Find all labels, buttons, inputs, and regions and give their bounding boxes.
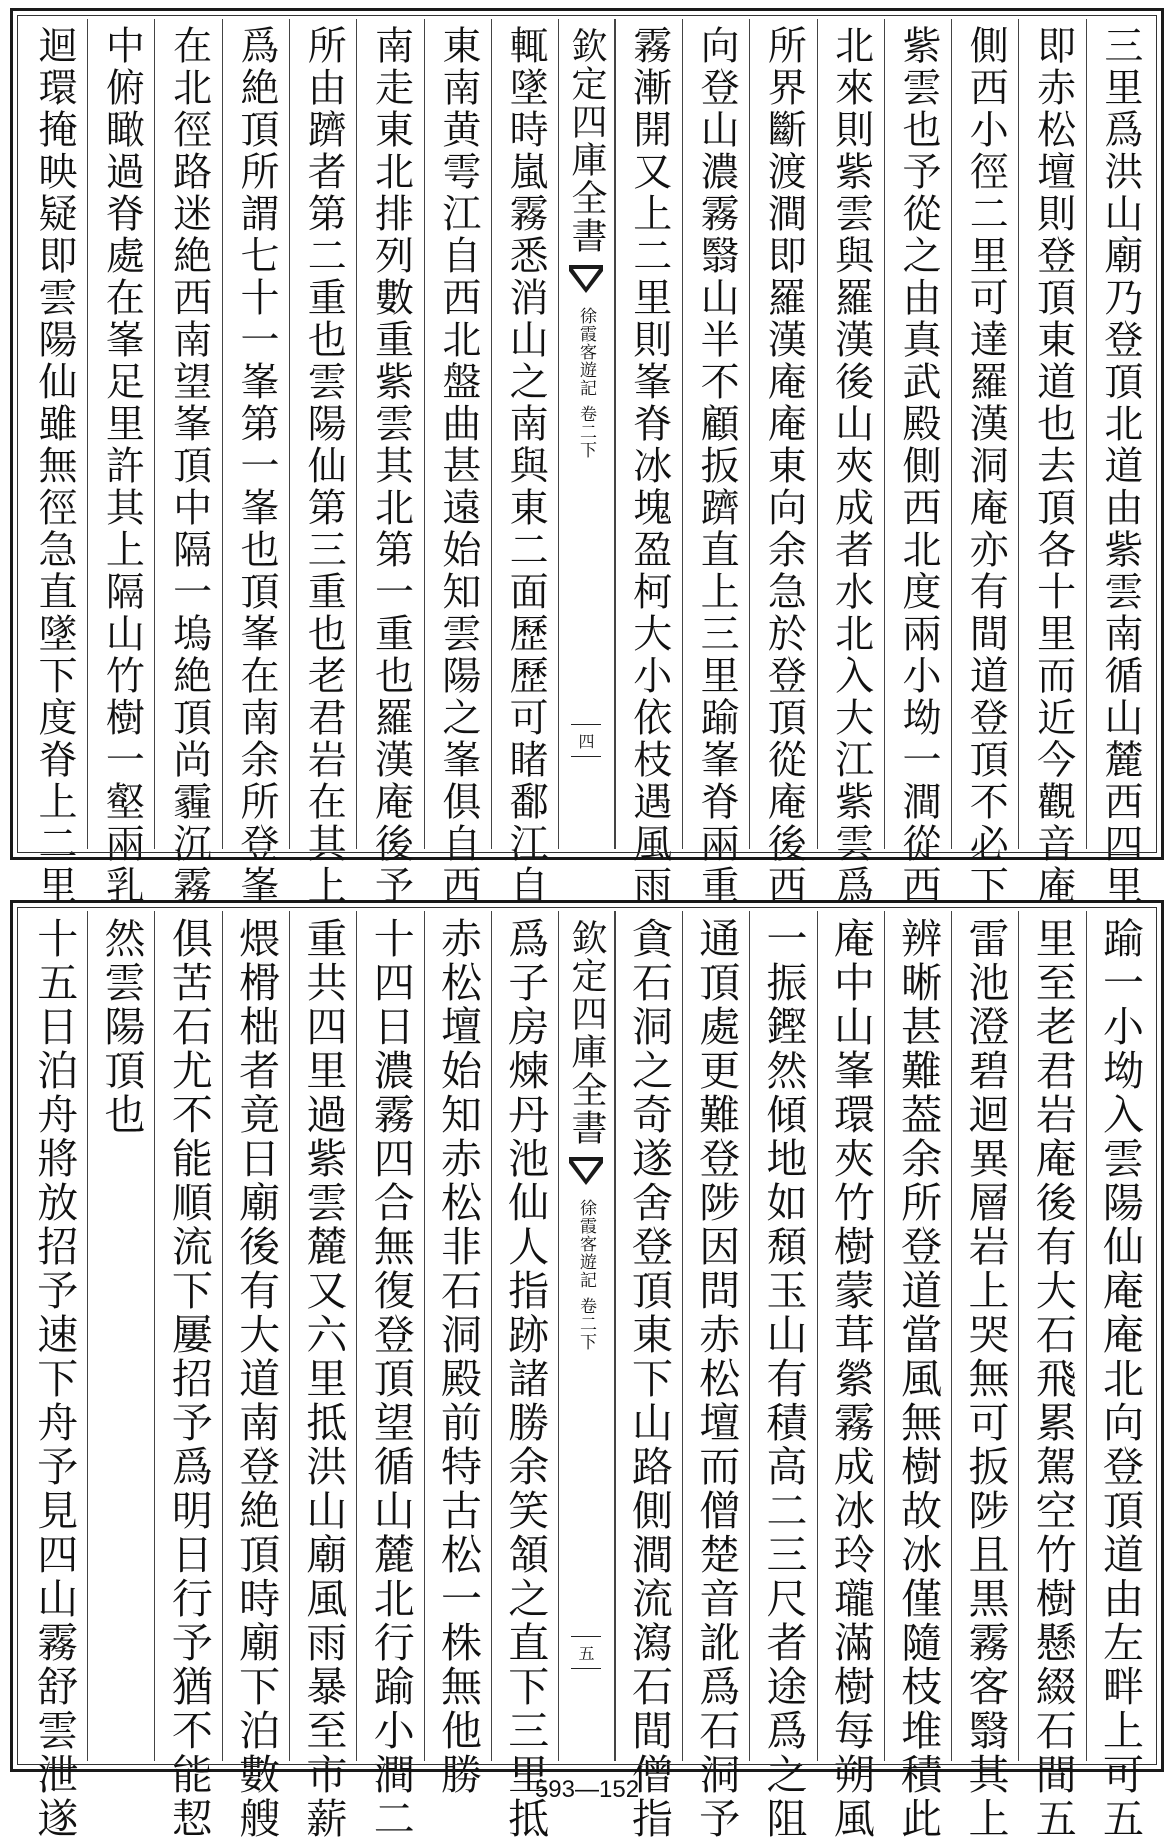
text-column [615,19,682,907]
column-text: 即赤松壇則登頂東道也去頂各十里而近今觀音庵 [1030,25,1076,907]
column-text: 十四日濃霧四合無復登頂望循山麓北行踰小澗二 [366,917,415,1841]
text-column [87,911,154,1761]
column-text: 十五日泊舟將放招予速下舟予見四山霧舒雲泄遂 [30,917,79,1841]
column-text: 爲絶頂所謂七十一峯第一峯也頂峯在南余所登峯 [233,25,279,907]
text-column [87,19,154,907]
column-text: 辨晰甚難葢余所登道當風無樹故冰僅隨枝堆積此 [894,917,943,1841]
text-column [749,911,816,1841]
column-text: 所界斷渡澗即羅漢庵庵東向余急於登頂從庵後西 [761,25,807,907]
text-column [424,19,491,907]
top-page [10,8,1164,907]
text-column [884,911,951,1841]
column-text: 煨榾柮者竟日廟後有大道南登絶頂時廟下泊數艘 [232,917,281,1841]
column-text: 中俯瞰過脊處在峯足里許其上隔山竹樹一壑兩乳 [99,25,145,907]
text-column [951,19,1018,907]
text-column [951,911,1018,1841]
column-text: 霧漸開又上二里則峯脊冰塊盈柯大小依枝遇風雨 [626,25,672,907]
column-text: 重共四里過紫雲麓又六里抵洪山廟風雨暴至市薪 [299,917,348,1841]
book-subtitle: 徐霞客遊記 [575,1199,596,1289]
column-text: 通頂處更難登陟因問赤松壇而僧楚音訛爲石洞予 [692,917,741,1841]
book-subtitle: 徐霞客遊記 [575,307,596,397]
text-column [289,911,356,1841]
text-column [154,911,221,1841]
footer-page-code: 593—152 [534,1776,640,1803]
column-text: 迴環掩映疑即雲陽仙雖無徑急直墜下度脊上二里 [32,25,78,907]
page-number: 五 [559,1636,613,1669]
column-text: 南走東北排列數重紫雲其北第一重也羅漢庵後予 [368,25,414,907]
column-text: 里至老君岩庵後有大石飛累駕空竹樹懸綴石間五 [1028,917,1077,1841]
column-text: 貪石洞之奇遂舍登頂東下山路側澗流瀉石間僧指 [624,917,673,1841]
column-text: 俱苦石尤不能順流下屢招予爲明日行予猶不能恝 [164,917,213,1841]
text-column [289,19,356,907]
text-column [817,911,884,1841]
book-title: 欽定四庫全書 [565,919,607,1147]
text-column [1086,19,1153,907]
text-column [817,19,884,907]
column-text: 在北徑路迷絶西南望峯頂中隔一塢絶頂尚霾沉霧 [166,25,212,907]
text-column [1018,911,1085,1841]
column-text: 庵中山峯環夾竹樹蒙茸縈霧成冰玲瓏滿樹每朔風 [826,917,875,1841]
text-column [1086,911,1153,1841]
text-column [21,19,87,907]
text-column [154,19,221,907]
center-fold [558,911,614,1761]
text-column [491,911,558,1841]
fishtail-mark-icon [567,263,605,299]
fishtail-mark-icon [567,1155,605,1191]
page-number: 四 [559,724,613,757]
text-column [491,19,558,907]
column-text: 向登山濃霧翳山半不顧扳躋直上三里踰峯脊兩重 [694,25,740,907]
column-text: 側西小徑二里可達羅漢洞庵亦有間道登頂不必下 [963,25,1009,907]
text-column [615,911,682,1841]
column-text: 輒墜時嵐霧悉消山之南與東二面歷歷可睹鄱江自 [503,25,549,907]
text-column [222,19,289,907]
center-fold [558,19,614,849]
column-text: 所由躋者第二重也雲陽仙第三重也老君岩在其上 [301,25,347,907]
book-title: 欽定四庫全書 [565,27,607,255]
text-column [222,911,289,1841]
text-column [21,911,87,1841]
text-column [749,19,816,907]
volume-label: 卷二下 [575,405,596,459]
text-column [682,911,749,1841]
column-text: 雷池澄碧迴異層岩上哭無可扳陟且黒霧客翳其上 [961,917,1010,1841]
column-text: 然雲陽頂也 [97,917,146,1137]
top-page-columns [21,19,1153,907]
column-text: 赤松壇始知赤松非石洞殿前特古松一株無他勝 [434,917,482,1797]
text-column [884,19,951,907]
text-column [356,911,423,1841]
volume-label: 卷二下 [575,1297,596,1351]
column-text: 紫雲也予從之由真武殿側西北度兩小坳一澗從西 [895,25,941,907]
column-text: 三里爲洪山廟乃登頂北道由紫雲南循山麓西四里 [1097,25,1143,907]
column-text: 一振鏗然傾地如頹玉山有積高二三尺者途爲之阻 [759,917,808,1841]
column-text: 爲子房煉丹池仙人指跡諸勝余笑頷之直下三里抵 [501,917,550,1841]
column-text: 東南黄雩江自西北盤曲甚遠始知雲陽之峯俱自西 [435,25,481,907]
text-column [1018,19,1085,907]
text-column [424,911,491,1797]
text-column [682,19,749,907]
text-column [356,19,423,907]
column-text: 北來則紫雲與羅漢後山夾成者水北入大江紫雲爲 [828,25,874,907]
column-text: 踰一小坳入雲陽仙庵庵北向登頂道由左畔上可五 [1096,917,1145,1841]
